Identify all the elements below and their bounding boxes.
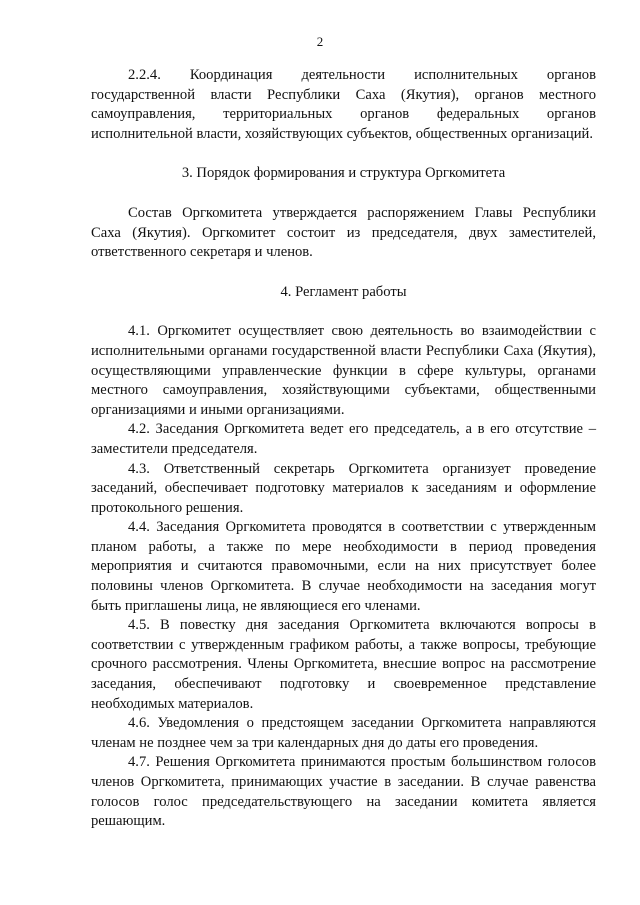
paragraph-2-2-4: 2.2.4. Координация деятельности исполнительных органов государственной власти Республики Саха (Якутия), органов местного самоуправления, территориальных органов федеральных органов исполнительной власти, хозяйствующих субъектов, общественных организаций. — [91, 67, 596, 142]
paragraph-4-5: 4.5. В повестку дня заседания Оргкомитета включаются вопросы в соответствии с утвержденным графиком работы, а также вопросы, требующие срочного рассмотрения. Члены Оргкомитета, внесшие вопрос на рассмотрение заседания, обеспечивают подготовку и своевременное представление необходимых материалов. — [91, 617, 596, 712]
section-4-heading: 4. Регламент работы — [280, 283, 407, 300]
paragraph-4-1: 4.1. Оргкомитет осуществляет свою деятельность во взаимодействии с исполнительными органами государственной власти Республики Саха (Якутия), осуществляющими управленческие функции в сфере культуры, органами местного самоуправления, хозяйствующими субъектами, общественными организациями и иными организациями. — [91, 323, 596, 418]
section-3-heading: 3. Порядок формирования и структура Оргкомитета — [181, 165, 506, 182]
document-body — [91, 66, 596, 832]
paragraph-4-6: 4.6. Уведомления о предстоящем заседании Оргкомитета направляются членам не позднее чем за три календарных дня до даты его проведения. — [91, 715, 596, 751]
page-number: 2 — [316, 34, 324, 49]
paragraph-4-4: 4.4. Заседания Оргкомитета проводятся в соответствии с утвержденным планом работы, а также по мере необходимости в период проведения мероприятия и считаются правомочными, если на них присутствует более половины членов Оргкомитета. В случае необходимости на заседания могут быть приглашены лица, не являющиеся его членами. — [91, 519, 596, 614]
paragraph-4-3: 4.3. Ответственный секретарь Оргкомитета организует проведение заседаний, обеспечивает подготовку материалов к заседаниям и оформление протокольного решения. — [91, 460, 596, 516]
paragraph-4-7: 4.7. Решения Оргкомитета принимаются простым большинством голосов членов Оргкомитета, принимающих участие в заседании. В случае равенства голосов голос председательствующего на заседании комитета является решающим. — [91, 754, 596, 830]
paragraph-4-2: 4.2. Заседания Оргкомитета ведет его председатель, а в его отсутствие – заместители председателя. — [91, 421, 596, 457]
section-3-text: Состав Оргкомитета утверждается распоряжением Главы Республики Саха (Якутия). Оргкомитет состоит из председателя, двух заместителей, ответственного секретаря и членов. — [91, 204, 596, 261]
